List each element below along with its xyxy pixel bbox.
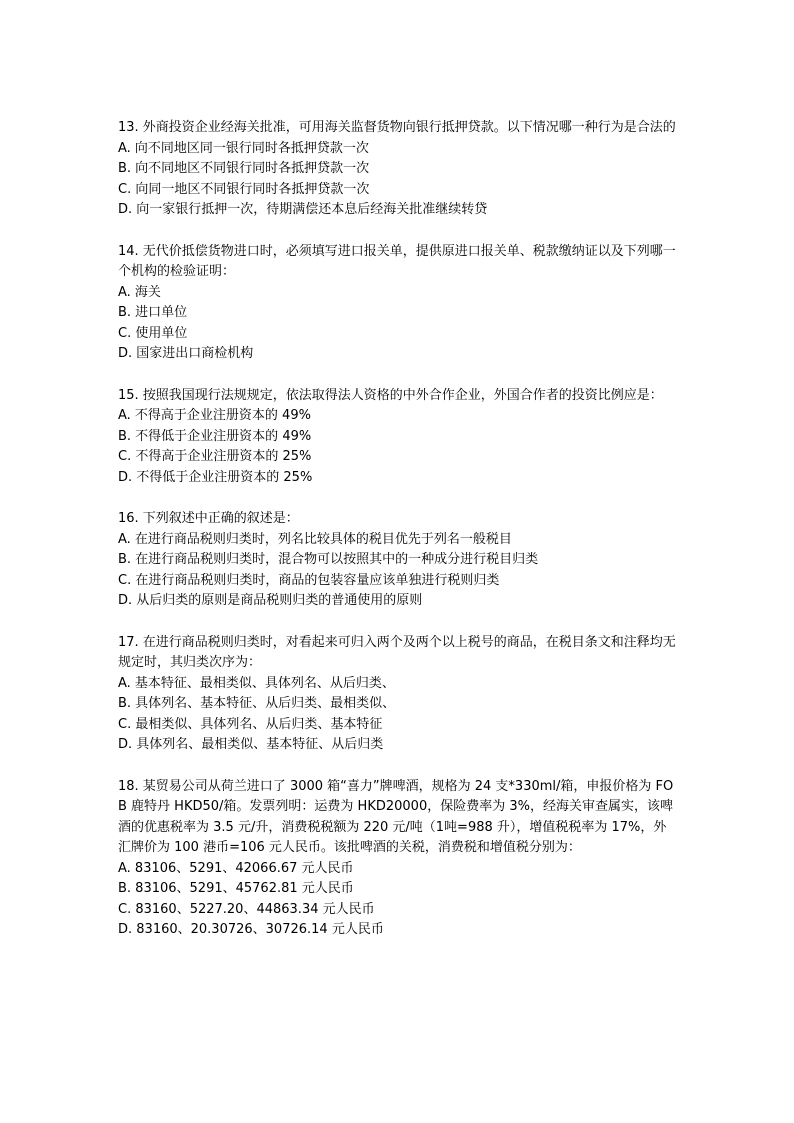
option-d: D. 向一家银行抵押一次，待期满偿还本息后经海关批准继续转贷 [118,202,488,217]
option-d: D. 83160、20.30726、30726.14 元人民币 [118,922,384,937]
option-c: C. 不得高于企业注册资本的 25% [118,449,312,464]
option-a: A. 基本特征、最相类似、具体列名、从后归类、 [118,675,395,691]
option-a: A. 83106、5291、42066.67 元人民币 [118,860,354,876]
option-d: D. 从后归类的原则是商品税则归类的普通使用的原则 [118,593,423,608]
option-d: D. 国家进出口商检机构 [118,346,254,361]
option-list [118,674,678,756]
option-c: C. 最相类似、具体列名、从后归类、基本特征 [118,716,383,732]
option-a: A. 向不同地区同一银行同时各抵押贷款一次 [118,140,369,156]
question-stem: 17. 在进行商品税则归类时，对看起来可归入两个及两个以上税号的商品，在税目条文和注释均无规定时，其归类次序为： [118,634,676,670]
option-list [118,530,678,612]
question-17 [118,633,678,756]
option-list [118,283,678,365]
option-a: A. 海关 [118,284,161,300]
option-list [118,406,678,488]
question-stem: 13. 外商投资企业经海关批准，可用海关监督货物向银行抵押贷款。以下情况哪一种行为是合法的 [118,120,676,135]
question-18 [118,777,678,941]
option-c: C. 使用单位 [118,325,188,341]
option-b: B. 83106、5291、45762.81 元人民币 [118,881,354,896]
question-16 [118,509,678,612]
option-b: B. 进口单位 [118,305,188,320]
question-15 [118,386,678,489]
option-a: A. 在进行商品税则归类时，列名比较具体的税目优先于列名一般税目 [118,531,512,547]
question-stem: 14. 无代价抵偿货物进口时，必须填写进口报关单，提供原进口报关单、税款缴纳证以及下列哪一个机构的检验证明： [118,243,676,279]
option-b: B. 不得低于企业注册资本的 49% [118,428,312,444]
option-a: A. 不得高于企业注册资本的 49% [118,408,311,423]
option-list [118,139,678,221]
option-b: B. 在进行商品税则归类时，混合物可以按照其中的一种成分进行税目归类 [118,552,539,567]
option-list [118,859,678,941]
option-d: D. 具体列名、最相类似、基本特征、从后归类 [118,737,384,752]
option-b: B. 向不同地区不同银行同时各抵押贷款一次 [118,161,370,176]
question-stem: 15. 按照我国现行法规规定，依法取得法人资格的中外合作企业，外国合作者的投资比例应是： [118,387,663,403]
option-b: B. 具体列名、基本特征、从后归类、最相类似、 [118,696,396,711]
question-stem: 16. 下列叙述中正确的叙述是： [118,511,299,526]
option-d: D. 不得低于企业注册资本的 25% [118,469,313,485]
question-13 [118,118,678,221]
question-14 [118,242,678,365]
question-stem: 18. 某贸易公司从荷兰进口了 3000 箱“喜力”牌啤酒，规格为 24 支*330ml/箱，申报价格为 FOB 鹿特丹 HKD50/箱。发票列明：运费为 HKD20000，保险费率为 3%，经海关审查属实，该啤酒的优惠税率为 3.5 元/升，消费税税额为 220 元/吨（1吨=988 升），增值税税率为 17%，外汇牌价为 100 港币=106 元人民币。该批啤酒的关税，消费税和增值税分别为： [118,778,674,855]
option-c: C. 向同一地区不同银行同时各抵押贷款一次 [118,181,370,197]
question-list [118,118,678,962]
option-c: C. 83160、5227.20、44863.34 元人民币 [118,901,375,917]
option-c: C. 在进行商品税则归类时，商品的包装容量应该单独进行税则归类 [118,572,500,588]
